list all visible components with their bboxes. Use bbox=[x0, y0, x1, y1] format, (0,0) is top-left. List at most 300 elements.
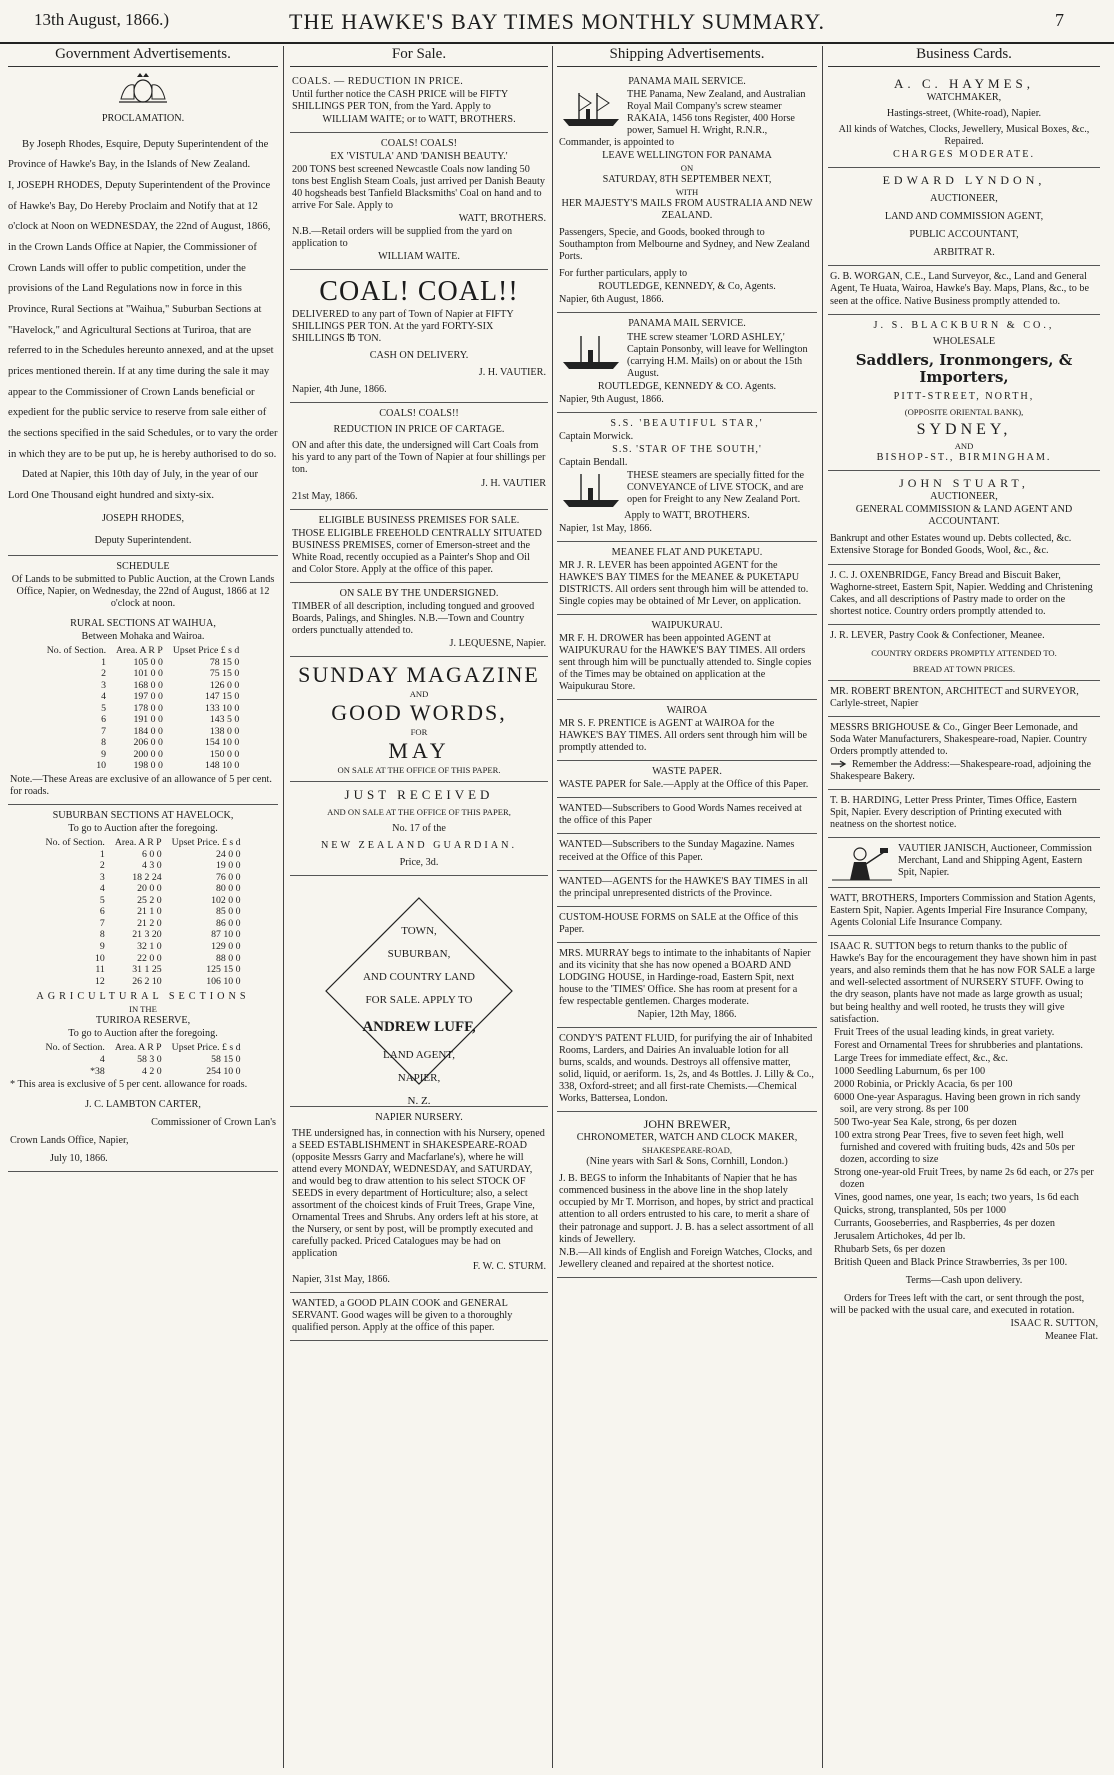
table-cell: 10 bbox=[95, 952, 105, 964]
table-row bbox=[41, 883, 246, 895]
table-cell: 31 1 25 bbox=[132, 964, 162, 976]
table-cell: 9 bbox=[99, 941, 105, 953]
ad-body: WANTED—Subscribers to Good Words Names received at the office of this Paper bbox=[559, 803, 802, 827]
panama-mail-ad bbox=[557, 71, 817, 314]
list-item: Fruit Trees of the usual leading kinds, in great variety. bbox=[834, 1026, 1055, 1038]
table-cell: 11 bbox=[95, 964, 105, 976]
table-cell: 138 0 0 bbox=[209, 725, 240, 737]
column-heading: Business Cards. bbox=[828, 46, 1100, 67]
ad-title: WAIROA bbox=[666, 705, 708, 717]
card-body: G. B. WORGAN, C.E., Land Surveyor, &c., Land and General Agent, Te Huata, Wairoa, Hawke's Bay. Maps, Plans, &c., to be seen at the office. Native Business promptly attended to. bbox=[830, 271, 1089, 307]
table-header-cell: Upset Price £ s d bbox=[172, 644, 240, 656]
column-business-cards bbox=[828, 46, 1100, 1768]
table-row bbox=[41, 941, 246, 953]
lever-card bbox=[828, 625, 1100, 681]
ad-title: COALS. — REDUCTION IN PRICE. bbox=[292, 75, 464, 87]
table-row bbox=[41, 895, 246, 907]
table-cell: 125 15 0 bbox=[206, 964, 241, 976]
magazine-title-2: GOOD WORDS, bbox=[331, 699, 507, 725]
list-item: Rhubarb Sets, 6s per dozen bbox=[834, 1244, 946, 1256]
page-number: 7 bbox=[1055, 10, 1064, 30]
card-charges: CHARGES MODERATE. bbox=[892, 149, 1036, 161]
table-cell: 184 0 0 bbox=[133, 725, 163, 737]
list-item: 500 Two-year Sea Kale, strong, 6s per dozen bbox=[834, 1116, 1017, 1128]
list-item: Currants, Gooseberries, and Raspberries, 4s per dozen bbox=[834, 1218, 1055, 1230]
ad-date: Napier, 1st May, 1866. bbox=[559, 522, 652, 534]
table-header-cell: Upset Price. £ s d bbox=[171, 837, 241, 849]
table-cell: 178 0 0 bbox=[133, 702, 163, 714]
table-row bbox=[42, 737, 245, 749]
suburban-schedule bbox=[8, 805, 278, 1172]
ad-title: COALS! COALS! bbox=[380, 137, 458, 149]
schedule-title: SCHEDULE bbox=[116, 560, 170, 572]
card-body: WATT, BROTHERS, Importers Commission and Station Agents, Eastern Spit, Napier. Agents Imperial Fire Insurance Company, Agents Colonial Life Insurance Company. bbox=[830, 893, 1096, 929]
table-cell: 102 0 0 bbox=[211, 894, 241, 906]
card-trade: WATCHMAKER, bbox=[926, 92, 1002, 104]
table-cell: 105 0 0 bbox=[133, 656, 163, 668]
card-body: MESSRS BRIGHOUSE & Co., Ginger Beer Lemonade, and Soda Water Manufacturers, Shakespeare-road, Napier. Country Orders promptly attended to. bbox=[830, 722, 1087, 758]
ad-date: Napier, 4th June, 1866. bbox=[292, 384, 387, 396]
royal-crest-icon bbox=[117, 71, 169, 105]
ad-body: THE undersigned has, in connection with his Nursery, opened a SEED ESTABLISHMENT in SHAKESPEARE-ROAD (opposite Messrs Garry and Macfarlane's), where he will attend every MONDAY, WEDNESDAY, and SATURDAY, and would beg to draw attention to his select STOCK OF SEEDS in every department of Horticulture; also, a select assortment of the choicest kinds of Fruit Trees, Grape Vine, Ornamental Trees and Shrubs. Any orders left at his store, at the Nursery, or sent by post, will be promptly executed and carefully packed. Priced Catalogues may be had on application bbox=[292, 1127, 545, 1260]
magazine-and: AND bbox=[409, 688, 429, 699]
ad-body: THOSE ELIGIBLE FREEHOLD CENTRALLY SITUATED BUSINESS PREMISES, corner of Emerson-street and the White Road, recently occupied as a Painter's Shop and Oil and Color Store. Apply at the office of this paper. bbox=[292, 527, 542, 575]
card-body: T. B. HARDING, Letter Press Printer, Times Office, Eastern Spit, Napier. Every description of Printing executed with neatness on the shortest notice. bbox=[830, 795, 1077, 831]
column-shipping bbox=[557, 46, 817, 1768]
ad-title: NAPIER NURSERY. bbox=[375, 1111, 463, 1123]
harding-card bbox=[828, 790, 1100, 838]
table-header-cell: No. of Section. bbox=[46, 644, 107, 656]
ad-body: CUSTOM-HOUSE FORMS on SALE at the Office of this Paper. bbox=[559, 911, 799, 935]
card-body: J. R. LEVER, Pastry Cook & Confectioner, Meanee. bbox=[830, 629, 1045, 641]
luff-text bbox=[290, 920, 548, 1113]
ad-apply: For further particulars, apply to bbox=[559, 268, 688, 280]
ad-body: CONDY'S PATENT FLUID, for purifying the air of Inhabited Rooms, Larders, and Dairies An invaluable lotion for all burns, scalds, and wounds. Destroys all offensive matter, solid, liquid, or aeriform. 1s, 2s, and 4s Bottles. J. Lilly & Co., 338, Oxford-street; and all first-rate Chemists.—Chemical Works, Battersea, London. bbox=[559, 1032, 814, 1104]
ad-body: WANTED—Subscribers to the Sunday Magazine. Names received at the Office of this Paper. bbox=[559, 839, 795, 863]
table-cell: 168 0 0 bbox=[133, 679, 163, 691]
luff-line: AND COUNTRY LAND bbox=[362, 970, 476, 983]
table-header-cell: Area. A R P bbox=[114, 1042, 162, 1054]
schedule-description: Of Lands to be submitted to Public Auction, at the Crown Lands Office, Napier, on Wednesday, the 22nd of August, 1866 at 12 o'clock at noon. bbox=[11, 573, 275, 609]
ad-title: PANAMA MAIL SERVICE. bbox=[628, 75, 746, 87]
magazine-sale: ON SALE AT THE OFFICE OF THIS PAPER. bbox=[337, 765, 501, 776]
ad-signature: WATT, BROTHERS. bbox=[458, 213, 546, 224]
card-city: SYDNEY, bbox=[916, 421, 1012, 439]
table-cell: 75 15 0 bbox=[209, 668, 240, 680]
guardian-price: Price, 3d. bbox=[399, 856, 439, 868]
ad-signature: J. LEQUESNE, Napier. bbox=[449, 637, 546, 649]
table-row bbox=[42, 668, 245, 680]
table-cell: 3 bbox=[99, 871, 105, 883]
ad-note: N.B.—All kinds of English and Foreign Watches, Clocks, and Jewellery cleaned and repaired at the shortest notice. bbox=[559, 1246, 813, 1270]
ad-body: TIMBER of all description, including tongued and grooved Boards, Palings, and Shingles. N.B.—Town and Country orders punctually attended to. bbox=[292, 600, 535, 636]
ad-body: Until further notice the CASH PRICE will be FIFTY SHILLINGS PER TON, from the Yard. Apply to bbox=[292, 88, 508, 112]
table-row bbox=[41, 849, 246, 861]
column-heading: Government Advertisements. bbox=[8, 46, 278, 67]
table-cell: 197 0 0 bbox=[133, 691, 163, 703]
wanted-agents-ad bbox=[557, 871, 817, 907]
premises-ad bbox=[290, 510, 548, 583]
table-row bbox=[42, 749, 245, 761]
ad-note: N.B.—Retail orders will be supplied from the yard on application to bbox=[292, 226, 513, 250]
table-row bbox=[41, 964, 246, 976]
table-cell: 133 10 0 bbox=[204, 702, 240, 714]
table-cell: 21 2 0 bbox=[137, 917, 162, 929]
issue-date: 13th August, 1866.) bbox=[34, 10, 170, 29]
card-line: GENERAL COMMISSION & LAND AGENT AND ACCOUNTANT. bbox=[855, 504, 1073, 528]
brewer-name: JOHN BREWER, bbox=[643, 1117, 731, 1132]
guardian-name: NEW ZEALAND GUARDIAN. bbox=[320, 839, 518, 851]
table-cell: 7 bbox=[99, 917, 105, 929]
worgan-card bbox=[828, 266, 1100, 314]
commissioner-name: J. C. LAMBTON CARTER, bbox=[85, 1099, 201, 1111]
list-item: Large Trees for immediate effect, &c., &c. bbox=[834, 1052, 1008, 1064]
list-item: 2000 Robinia, or Prickly Acacia, 6s per 100 bbox=[834, 1078, 1013, 1090]
card-trade: Saddlers, Ironmongers, & Importers, bbox=[855, 350, 1073, 387]
murray-lodging-ad bbox=[557, 943, 817, 1028]
table-cell: 4 bbox=[99, 1054, 105, 1065]
table-cell: 78 15 0 bbox=[209, 656, 240, 668]
column-divider bbox=[283, 46, 284, 1768]
table-cell: 58 15 0 bbox=[211, 1054, 241, 1065]
blackburn-card bbox=[828, 315, 1100, 472]
table-cell: 198 0 0 bbox=[133, 760, 163, 772]
table-cell: 5 bbox=[99, 894, 105, 906]
table-cell: 88 0 0 bbox=[215, 952, 241, 964]
table-cell: 76 0 0 bbox=[215, 871, 241, 883]
table-cell: 86 0 0 bbox=[215, 917, 241, 929]
table-row bbox=[42, 657, 245, 669]
card-address-text: Remember the Address:—Shakespeare-road, adjoining the Shakespeare Bakery. bbox=[830, 759, 1092, 783]
list-item: British Queen and Black Prince Strawberries, 3s per 100. bbox=[834, 1257, 1068, 1269]
card-bread: BREAD AT TOWN PRICES. bbox=[912, 663, 1016, 674]
table-cell: 154 10 0 bbox=[204, 737, 240, 749]
stuart-card bbox=[828, 471, 1100, 564]
table-cell: 126 0 0 bbox=[209, 679, 240, 691]
table-cell: 200 0 0 bbox=[133, 748, 163, 760]
magazine-title: SUNDAY MAGAZINE bbox=[298, 661, 540, 687]
sutton-place: Meanee Flat. bbox=[1044, 1331, 1098, 1343]
waste-paper-ad bbox=[557, 761, 817, 798]
table-row bbox=[42, 760, 245, 772]
sutton-signature: ISAAC R. SUTTON, bbox=[1010, 1318, 1098, 1330]
table-cell: 58 3 0 bbox=[137, 1054, 162, 1065]
table-row bbox=[42, 691, 245, 703]
table-cell: 26 2 10 bbox=[132, 975, 162, 987]
brenton-card bbox=[828, 681, 1100, 717]
table-cell: 148 10 0 bbox=[204, 760, 240, 772]
agri-sections-table bbox=[41, 1042, 246, 1077]
haymes-card bbox=[828, 71, 1100, 168]
card-line: LAND AND COMMISSION AGENT, bbox=[884, 211, 1044, 223]
ad-body: WANTED—AGENTS for the HAWKE'S BAY TIMES in all the principal unrepresented districts of the Province. bbox=[559, 875, 808, 899]
wanted-sunday-magazine-ad bbox=[557, 834, 817, 870]
card-address bbox=[830, 759, 1098, 783]
card-line: AUCTIONEER, bbox=[930, 193, 998, 205]
table-cell: 143 5 0 bbox=[209, 714, 240, 726]
coals-cartage-ad bbox=[290, 403, 548, 509]
rural-subtitle: Between Mohaka and Wairoa. bbox=[81, 630, 205, 642]
proclamation-title: PROCLAMATION. bbox=[101, 112, 185, 124]
office-address: Crown Lands Office, Napier, bbox=[10, 1135, 129, 1147]
table-cell: 21 3 20 bbox=[132, 929, 162, 941]
table-cell: 254 10 0 bbox=[206, 1065, 241, 1077]
ad-date: Napier, 31st May, 1866. bbox=[292, 1274, 390, 1286]
coals-vistula-ad bbox=[290, 133, 548, 270]
ad-body: THE screw steamer 'LORD ASHLEY,' Captain Ponsonby, will leave for Wellington (carrying H.M. Mails) on or about the 15th August. bbox=[627, 331, 808, 379]
luff-line: TOWN, bbox=[401, 924, 437, 937]
waipukurau-agent-ad bbox=[557, 615, 817, 700]
table-cell: 4 3 0 bbox=[142, 860, 162, 872]
table-row bbox=[42, 703, 245, 715]
sunday-magazine-ad bbox=[290, 657, 548, 782]
guardian-number: No. 17 of the bbox=[392, 822, 446, 834]
table-header-cell: No. of Section. bbox=[45, 837, 105, 849]
steamship-icon bbox=[559, 470, 623, 510]
ad-mails: HER MAJESTY'S MAILS FROM AUSTRALIA AND NEW ZEALAND. bbox=[561, 198, 813, 222]
table-cell: 24 0 0 bbox=[215, 848, 241, 860]
brewer-trade: CHRONOMETER, WATCH AND CLOCK MAKER, bbox=[576, 1132, 798, 1144]
table-cell: 4 2 0 bbox=[142, 1065, 162, 1077]
table-cell: 25 2 0 bbox=[137, 894, 162, 906]
ad-body: THE Panama, New Zealand, and Australian Royal Mail Company's screw steamer RAKAIA, 1456 tons Register, 400 Horse power, Samuel H. Wright, R.N.R., Commander, is appointed to bbox=[559, 88, 806, 148]
card-name: A. C. HAYMES, bbox=[893, 75, 1034, 91]
table-cell: 8 bbox=[99, 929, 105, 941]
table-cell: 85 0 0 bbox=[215, 906, 241, 918]
table-cell: *38 bbox=[90, 1065, 105, 1077]
ad-signature: J. H. VAUTIER. bbox=[478, 367, 546, 379]
table-row bbox=[41, 1066, 246, 1078]
timber-ad bbox=[290, 583, 548, 657]
ad-body: MR S. F. PRENTICE is AGENT at WAIROA for the HAWKE'S BAY TIMES. All orders sent through him will be promptly attended to. bbox=[559, 718, 807, 754]
ad-body: WANTED, a GOOD PLAIN COOK and GENERAL SERVANT. Good wages will be given to a thoroughly qualified person. Apply at the office of this paper. bbox=[292, 1298, 513, 1334]
ship-captain-2: Captain Bendall. bbox=[559, 456, 628, 468]
proclamation-body: I, JOSEPH RHODES, Deputy Superintendent of the Province of Hawke's Bay, Do Hereby Proclaim and Notify that at 12 o'clock at Noon on WEDNESDAY, the 22nd of August, 1866, in the Crown Lands Office at Napier, the Commissioner of Crown Lands will offer to public competition, under the provisions of the Land Regulations now in force in this Province, Rural Sections at "Waihua," Suburban Sections at "Havelock," and Agricultural Sections at Turiroa, that are referred to in the Schedules hereunto annexed, and at the upset prices mentioned therein. If at any time during the sale it may appear to the Commissioner of Crown Lands beneficial or expedient for the public service to reserve from sale either of the sections specified in the said Schedules, or to vary the order in which they are to be put up, he is hereby authorised to do so. bbox=[8, 180, 278, 460]
rural-note: Note.—These Areas are exclusive of an allowance of 5 per cent. for roads. bbox=[10, 773, 272, 798]
table-cell: 4 bbox=[99, 883, 105, 895]
table-cell: 18 2 24 bbox=[132, 871, 162, 883]
card-country: COUNTRY ORDERS PROMPTLY ATTENDED TO. bbox=[871, 647, 1057, 658]
card-line: ARBITRAT R. bbox=[933, 247, 995, 259]
ad-on: ON bbox=[680, 162, 694, 173]
ad-title: ON SALE BY THE UNDERSIGNED. bbox=[339, 587, 499, 599]
suburban-title: SUBURBAN SECTIONS AT HAVELOCK, bbox=[52, 810, 234, 822]
brighouse-card bbox=[828, 717, 1100, 790]
table-cell: 191 0 0 bbox=[133, 714, 163, 726]
table-cell: 5 bbox=[101, 702, 107, 714]
newspaper-title: THE HAWKE'S BAY TIMES MONTHLY SUMMARY. bbox=[289, 9, 825, 34]
column-divider bbox=[822, 46, 823, 1768]
table-row bbox=[41, 976, 246, 988]
coals-reduction-ad bbox=[290, 71, 548, 133]
table-header-cell: Upset Price. £ s d bbox=[171, 1042, 241, 1054]
table-cell: 101 0 0 bbox=[133, 668, 163, 680]
sutton-nursery-ad bbox=[828, 936, 1100, 1349]
suburban-sections-table bbox=[41, 837, 246, 987]
card-address: Hastings-street, (White-road), Napier. bbox=[886, 108, 1042, 120]
luff-line: ANDREW LUFF, bbox=[362, 1019, 476, 1036]
guardian-ad bbox=[290, 782, 548, 876]
ship-name-1: S.S. 'BEAUTIFUL STAR,' bbox=[610, 417, 764, 429]
table-header-cell: Area. A R P bbox=[114, 837, 162, 849]
table-cell: 8 bbox=[101, 737, 107, 749]
lyndon-card bbox=[828, 168, 1100, 266]
table-cell: 2 bbox=[101, 668, 107, 680]
ad-departure-date: SATURDAY, 8TH SEPTEMBER NEXT, bbox=[602, 174, 772, 186]
proclamation bbox=[8, 71, 278, 547]
ad-leave: LEAVE WELLINGTON FOR PANAMA bbox=[602, 149, 772, 161]
luff-line: N. Z. bbox=[407, 1094, 431, 1107]
ad-ships: EX 'VISTULA' AND 'DANISH BEAUTY.' bbox=[330, 150, 508, 162]
card-body: MR. ROBERT BRENTON, ARCHITECT and SURVEYOR, Carlyle-street, Napier bbox=[830, 685, 1079, 709]
table-cell: 19 0 0 bbox=[215, 860, 241, 872]
ad-title: COAL! COAL!! bbox=[319, 276, 519, 308]
ad-date: 21st May, 1866. bbox=[292, 490, 358, 502]
proclamation-byline: By Joseph Rhodes, Esquire, Deputy Superintendent of the Province of Hawke's Bay, in the Islands of New Zealand. bbox=[8, 138, 269, 171]
sutton-price-list bbox=[830, 1027, 1098, 1270]
table-cell: 206 0 0 bbox=[133, 737, 163, 749]
list-item: 100 extra strong Pear Trees, five to seven feet high, well furnished and covered with fruiting buds, 42s and 50s per dozen, according to size bbox=[834, 1129, 1075, 1165]
card-line: PUBLIC ACCOUNTANT, bbox=[909, 229, 1019, 241]
lord-ashley-ad bbox=[557, 313, 817, 412]
column-heading: Shipping Advertisements. bbox=[557, 46, 817, 67]
card-and: AND bbox=[954, 441, 974, 452]
steamship-icon bbox=[559, 332, 623, 372]
ad-passengers: Passengers, Specie, and Goods, booked through to Southampton from Melbourne and Sydney, and New Zealand Ports. bbox=[559, 227, 810, 263]
andrew-luff-ad bbox=[290, 876, 548, 1107]
card-body: All kinds of Watches, Clocks, Jewellery, Musical Boxes, &c., Repaired. bbox=[838, 124, 1090, 148]
table-row bbox=[41, 953, 246, 965]
page-header bbox=[0, 0, 1114, 44]
table-cell: 4 bbox=[101, 691, 107, 703]
table-cell: 6 0 0 bbox=[142, 848, 162, 860]
brewer-road: SHAKESPEARE-ROAD, bbox=[641, 1145, 732, 1156]
auctioneer-engraving-icon bbox=[830, 842, 894, 882]
ad-title: WASTE PAPER. bbox=[652, 766, 722, 778]
card-name: EDWARD LYNDON, bbox=[882, 173, 1046, 188]
john-brewer-ad bbox=[557, 1112, 817, 1278]
cook-wanted-ad bbox=[290, 1293, 548, 1341]
sutton-intro: ISAAC R. SUTTON begs to return thanks to the public of Hawke's Bay for the encouragement they have shown him in past years, and also reminds them that he has now FOR SALE a large and well-selected assortment of NURSERY STUFF. Owing to the dry season, plants have not made as large growth as usual; but being healthy and well rooted, he trusts they will give satisfaction. bbox=[830, 941, 1097, 1025]
custom-house-forms-ad bbox=[557, 907, 817, 943]
commissioner-title: Commissioner of Crown Lan's bbox=[151, 1117, 276, 1129]
table-row bbox=[42, 680, 245, 692]
table-row bbox=[41, 929, 246, 941]
table-cell: 2 bbox=[99, 860, 105, 872]
table-cell: 106 10 0 bbox=[206, 975, 241, 987]
table-row bbox=[42, 714, 245, 726]
table-cell: 1 bbox=[99, 848, 105, 860]
ad-signature: J. H. VAUTIER bbox=[481, 477, 546, 489]
table-cell: 147 15 0 bbox=[204, 691, 240, 703]
brewer-years: (Nine years with Sarl & Sons, Cornhill, London.) bbox=[586, 1156, 788, 1168]
napier-nursery-ad bbox=[290, 1107, 548, 1293]
table-cell: 1 bbox=[101, 656, 107, 668]
table-cell: 12 bbox=[95, 975, 105, 987]
magazine-month: MAY bbox=[388, 738, 450, 764]
ad-title: JUST RECEIVED bbox=[344, 787, 494, 803]
table-cell: 22 0 0 bbox=[137, 952, 162, 964]
table-row bbox=[42, 726, 245, 738]
table-cell: 6 bbox=[101, 714, 107, 726]
luff-line: LAND AGENT, bbox=[383, 1048, 455, 1061]
ship-name-2: S.S. 'STAR OF THE SOUTH,' bbox=[612, 443, 762, 455]
table-cell: 150 0 0 bbox=[209, 748, 240, 760]
schedule bbox=[8, 555, 278, 805]
card-birmingham: BISHOP-ST., BIRMINGHAM. bbox=[876, 452, 1052, 464]
agri-note: * This area is exclusive of 5 per cent. allowance for roads. bbox=[10, 1079, 248, 1091]
ad-body: DELIVERED to any part of Town of Napier at FIFTY SHILLINGS PER TON. At the yard FORTY-SIX SHILLINGS ℔ TON. bbox=[292, 309, 514, 345]
ad-body: AND ON SALE AT THE OFFICE OF THIS PAPER, bbox=[327, 807, 511, 818]
beautiful-star-ad bbox=[557, 413, 817, 542]
condys-fluid-ad bbox=[557, 1028, 817, 1112]
luff-line: FOR SALE. APPLY TO bbox=[365, 994, 473, 1006]
ad-date: Napier, 9th August, 1866. bbox=[559, 393, 664, 405]
table-row bbox=[41, 906, 246, 918]
table-row bbox=[41, 872, 246, 884]
ad-signature: WILLIAM WAITE; or to WATT, BROTHERS. bbox=[322, 113, 516, 125]
table-header-cell: Area. A R P bbox=[116, 644, 163, 656]
ad-body: WASTE PAPER for Sale.—Apply at the Office of this Paper. bbox=[559, 779, 809, 791]
table-row bbox=[41, 860, 246, 872]
ad-cash: CASH ON DELIVERY. bbox=[369, 350, 469, 362]
wairoa-agent-ad bbox=[557, 700, 817, 761]
luff-line: NAPIER, bbox=[397, 1071, 441, 1084]
card-wholesale: WHOLESALE bbox=[932, 335, 996, 347]
ad-body: 200 TONS best screened Newcastle Coals now landing 50 tons best English Steam Coals, just arrived per Danish Beauty 40 hogsheads best Tanfield Blacksmiths' Coal on hand and to arrive For Sale. Apply to bbox=[292, 163, 545, 211]
ad-body: MR F. H. DROWER has been appointed AGENT at WAIPUKURAU for the HAWKE'S BAY TIMES. All orders sent through him will be punctually attended to. Single copies of the Times may be obtained on application at the Waipukurau Store. bbox=[559, 633, 812, 693]
office-date: July 10, 1866. bbox=[50, 1153, 108, 1165]
table-cell: 80 0 0 bbox=[215, 883, 241, 895]
list-item: Strong one-year-old Fruit Trees, by name 2s 6d each, or 27s per dozen bbox=[834, 1166, 1094, 1190]
ad-title: MEANEE FLAT AND PUKETAPU. bbox=[611, 546, 763, 558]
column-heading: For Sale. bbox=[290, 46, 548, 67]
agri-subtitle: To go to Auction after the foregoing. bbox=[68, 1028, 218, 1040]
table-row bbox=[41, 1054, 246, 1066]
ad-title: ELIGIBLE BUSINESS PREMISES FOR SALE. bbox=[318, 514, 520, 526]
luff-line: SUBURBAN, bbox=[387, 947, 451, 960]
magazine-for: FOR bbox=[410, 726, 428, 737]
table-header-cell: No. of Section. bbox=[45, 1042, 105, 1054]
ad-body: THESE steamers are specially fitted for the CONVEYANCE of LIVE STOCK, and are open for Freight to any New Zealand Port. bbox=[627, 469, 805, 505]
table-cell: 21 1 0 bbox=[137, 906, 162, 918]
table-row bbox=[41, 918, 246, 930]
card-body: Bankrupt and other Estates wound up. Debts collected, &c. Extensive Storage for Bonded Goods, Wool, &c., &c. bbox=[830, 533, 1072, 557]
vautier-card bbox=[828, 838, 1100, 888]
table-cell: 32 1 0 bbox=[137, 941, 162, 953]
proclamation-dated: Dated at Napier, this 10th day of July, in the year of our Lord One Thousand eight hundred and sixty-six. bbox=[8, 469, 259, 501]
rural-title: RURAL SECTIONS AT WAIHUA, bbox=[70, 617, 216, 629]
sutton-orders: Orders for Trees left with the cart, or sent through the post, will be packed with the usual care, and executed in rotation. bbox=[830, 1293, 1085, 1317]
ad-signature: ROUTLEDGE, KENNEDY & CO. Agents. bbox=[597, 380, 777, 392]
list-item: 1000 Seedling Laburnum, 6s per 100 bbox=[834, 1065, 986, 1077]
column-divider bbox=[552, 46, 553, 1768]
ad-body: MRS. MURRAY begs to intimate to the inhabitants of Napier and its vicinity that she has now opened a BOARD AND LODGING HOUSE, in Hardinge-road, Eastern Spit, next house to the 'TIMES' Office. She has room at present for a few respectable gentlemen. Charges moderate. bbox=[559, 947, 811, 1007]
card-line: AUCTIONEER, bbox=[930, 491, 998, 503]
ad-title: COALS! COALS!! bbox=[379, 408, 459, 420]
table-cell: 87 10 0 bbox=[211, 929, 241, 941]
table-cell: 3 bbox=[101, 679, 107, 691]
ad-note-signature: WILLIAM WAITE. bbox=[378, 251, 460, 263]
agri-in: IN THE bbox=[129, 1004, 157, 1015]
ad-body: J. B. BEGS to inform the Inhabitants of Napier that he has commenced business in the above line in the shop lately occupied by Mr T. Morrison, and hopes, by strict and practical attention to all orders entrusted to his care, to merit a share of their patronage and support. J. B. has a select assortment of all kinds of Jewellery. bbox=[559, 1173, 814, 1245]
pointing-hand-icon bbox=[830, 759, 852, 769]
card-name: JOHN STUART, bbox=[899, 476, 1029, 491]
signer-title: Deputy Superintendent. bbox=[94, 534, 192, 546]
ad-date: Napier, 6th August, 1866. bbox=[559, 294, 664, 306]
ad-body: ON and after this date, the undersigned will Cart Coals from his yard to any part of the Town of Napier at four shillings per ton. bbox=[292, 440, 546, 476]
list-item: Vines, good names, one year, 1s each; two years, 1s 6d each bbox=[834, 1191, 1079, 1203]
